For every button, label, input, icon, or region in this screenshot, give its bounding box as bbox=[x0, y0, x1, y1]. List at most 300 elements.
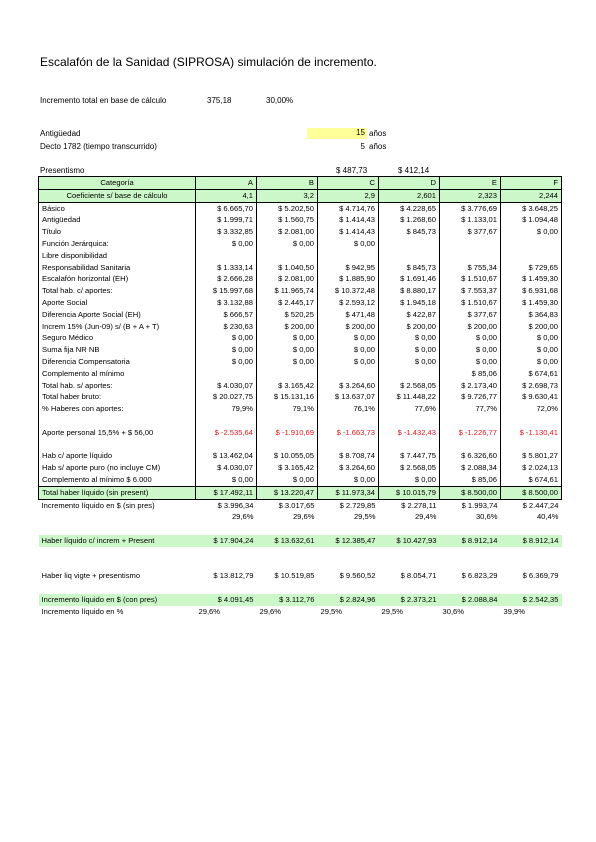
cell-value[interactable]: $ 0,00 bbox=[501, 332, 562, 344]
cell-value[interactable]: $ 674,61 bbox=[501, 474, 562, 486]
table-row bbox=[39, 309, 562, 321]
antiguedad-unit: años bbox=[369, 129, 387, 138]
spacer-row bbox=[39, 559, 562, 571]
row-label bbox=[39, 547, 196, 559]
aporte-row bbox=[39, 427, 562, 439]
cell-value[interactable]: $ 13.812,79 bbox=[213, 571, 254, 581]
row-label: Básico bbox=[39, 202, 196, 214]
cell-value[interactable]: 29,6% bbox=[259, 606, 282, 616]
row-label: Categoría bbox=[39, 177, 196, 190]
cell-value[interactable]: $ 0,00 bbox=[379, 474, 440, 486]
inc-sin-row bbox=[39, 499, 562, 511]
row-label: Antigüedad bbox=[39, 214, 196, 226]
cell-value[interactable] bbox=[257, 250, 318, 262]
cell-value[interactable]: $ 4.228,65 bbox=[379, 202, 440, 214]
cell-value[interactable]: $ 2.373,21 bbox=[379, 594, 440, 606]
cell-value[interactable]: $ 1.560,75 bbox=[257, 214, 318, 226]
increment-value: 375,18 bbox=[207, 96, 232, 105]
cell-value[interactable] bbox=[440, 415, 501, 427]
row-label: Incremento líquido en $ (sin pres) bbox=[41, 500, 155, 510]
cell-value[interactable]: $ 85,06 bbox=[440, 474, 501, 486]
cell-value[interactable] bbox=[257, 547, 318, 559]
cell-value[interactable] bbox=[196, 415, 257, 427]
cell-value[interactable]: $ 2.666,28 bbox=[196, 273, 257, 285]
cell-value[interactable]: $ 5.202,50 bbox=[257, 202, 318, 214]
cell-value[interactable] bbox=[379, 415, 440, 427]
total-liquido-row bbox=[39, 486, 562, 499]
cell-value[interactable]: $ 15.997,68 bbox=[196, 285, 257, 297]
cell-value[interactable]: $ 3.776,69 bbox=[440, 202, 501, 214]
table-row bbox=[39, 285, 562, 297]
cell-value[interactable]: $ 1.510,67 bbox=[440, 297, 501, 309]
cell-value[interactable]: $ 20.027,75 bbox=[196, 391, 257, 403]
decto-unit: años bbox=[369, 142, 387, 151]
row-label: Haber liq vigte + presentismo bbox=[41, 571, 141, 581]
row-label: Diferencia Aporte Social (EH) bbox=[39, 309, 196, 321]
cell-value[interactable] bbox=[501, 439, 562, 451]
table-row bbox=[39, 462, 562, 474]
row-label: Hab s/ aporte puro (no incluye CM) bbox=[39, 462, 196, 474]
cell-value[interactable]: $ 364,83 bbox=[501, 309, 562, 321]
cell-value[interactable] bbox=[318, 523, 379, 535]
cell-value[interactable]: $ 4.030,07 bbox=[196, 462, 257, 474]
cell-value[interactable]: 29,6% bbox=[231, 512, 254, 522]
cell-value[interactable]: 3,2 bbox=[257, 189, 318, 202]
cell-value[interactable]: $ 942,95 bbox=[318, 262, 379, 274]
cell-value[interactable] bbox=[379, 547, 440, 559]
cell-value[interactable] bbox=[257, 582, 318, 594]
spacer-row bbox=[39, 582, 562, 594]
cell-value[interactable] bbox=[196, 439, 257, 451]
cell-value[interactable]: 40,4% bbox=[536, 512, 559, 522]
cell-value[interactable]: $ 6.931,68 bbox=[501, 285, 562, 297]
row-label: Haber líquido c/ increm + Present bbox=[39, 535, 196, 547]
cell-value[interactable]: 72,0% bbox=[501, 403, 562, 415]
cell-value[interactable]: $ 1.945,18 bbox=[379, 297, 440, 309]
cell-value[interactable]: $ 3.264,60 bbox=[318, 462, 379, 474]
cell-value[interactable]: $ 200,00 bbox=[501, 321, 562, 333]
cell-value[interactable]: $ 1.133,01 bbox=[440, 214, 501, 226]
cell-value[interactable] bbox=[318, 439, 379, 451]
cell-value[interactable]: $ 0,00 bbox=[318, 474, 379, 486]
cell-value[interactable]: $ 8.708,74 bbox=[318, 450, 379, 462]
cell-value[interactable]: $ 2.824,96 bbox=[318, 594, 379, 606]
row-label bbox=[39, 523, 196, 535]
cell-value[interactable]: $ 2.568,05 bbox=[379, 380, 440, 392]
cell-value[interactable]: $ 230,63 bbox=[196, 321, 257, 333]
cell-value[interactable]: $ 10.055,05 bbox=[257, 450, 318, 462]
row-label: Título bbox=[39, 226, 196, 238]
cell-value[interactable] bbox=[379, 523, 440, 535]
cell-value[interactable]: $ 4.030,07 bbox=[196, 380, 257, 392]
cell-value[interactable]: $ 0,00 bbox=[257, 238, 318, 250]
cell-value[interactable]: $ 200,00 bbox=[318, 321, 379, 333]
cell-value[interactable]: $ 0,00 bbox=[501, 356, 562, 368]
cell-value[interactable]: $ 2.088,34 bbox=[440, 462, 501, 474]
row-label: Coeficiente s/ base de cálculo bbox=[39, 189, 196, 202]
cell-value[interactable]: $ 1.268,60 bbox=[379, 214, 440, 226]
cell-value[interactable]: $ 17.904,24 bbox=[196, 535, 257, 547]
row-label bbox=[39, 439, 196, 451]
cell-value[interactable]: B bbox=[257, 177, 318, 190]
cell-value[interactable]: $ 674,61 bbox=[501, 368, 562, 380]
row-label: Increm 15% (Jun-09) s/ (B + A + T) bbox=[39, 321, 196, 333]
cell-value[interactable]: $ 200,00 bbox=[257, 321, 318, 333]
row-label: % Haberes con aportes: bbox=[39, 403, 196, 415]
cell-value[interactable]: $ 1.414,43 bbox=[318, 214, 379, 226]
spacer-row bbox=[39, 439, 562, 451]
cell-value[interactable]: $ 0,00 bbox=[440, 344, 501, 356]
cell-value[interactable] bbox=[501, 582, 562, 594]
cell-value[interactable]: $ 845,73 bbox=[379, 262, 440, 274]
cell-value[interactable]: $ 2.445,17 bbox=[257, 297, 318, 309]
cell-value[interactable]: 29,5% bbox=[353, 512, 376, 522]
cell-value[interactable]: $ 85,06 bbox=[440, 368, 501, 380]
row-label: Incremento líquido en $ (con pres) bbox=[39, 594, 196, 606]
cell-value[interactable]: $ 1.414,43 bbox=[318, 226, 379, 238]
cell-value[interactable]: $ 0,00 bbox=[257, 344, 318, 356]
cell-value[interactable]: 77,7% bbox=[440, 403, 501, 415]
cell-value[interactable]: $ 8.500,00 bbox=[501, 486, 562, 499]
cell-value[interactable]: $ -1.663,73 bbox=[318, 427, 379, 439]
cell-value[interactable]: $ 3.165,42 bbox=[257, 462, 318, 474]
cell-value[interactable]: $ 3.132,88 bbox=[196, 297, 257, 309]
cell-value[interactable]: 30,6% bbox=[442, 606, 465, 616]
row-label: Total haber líquido (sin present) bbox=[39, 486, 196, 499]
row-label: Suma fija NR NB bbox=[39, 344, 196, 356]
cell-value[interactable]: $ 666,57 bbox=[196, 309, 257, 321]
cell-value[interactable]: $ 471,48 bbox=[318, 309, 379, 321]
cell-value[interactable]: $ 8.912,14 bbox=[501, 535, 562, 547]
cell-value[interactable]: $ 3.332,85 bbox=[196, 226, 257, 238]
cell-value[interactable]: 2,323 bbox=[440, 189, 501, 202]
cell-value[interactable]: 77,6% bbox=[379, 403, 440, 415]
table-row bbox=[39, 321, 562, 333]
spacer-row bbox=[39, 415, 562, 427]
cell-value[interactable]: $ 1.459,30 bbox=[501, 297, 562, 309]
cell-value[interactable] bbox=[440, 238, 501, 250]
cell-value[interactable]: $ 9.560,52 bbox=[339, 571, 376, 581]
row-label: Total hab. s/ aportes: bbox=[39, 380, 196, 392]
cell-value[interactable] bbox=[440, 559, 501, 571]
cell-value[interactable]: $ 2.698,73 bbox=[501, 380, 562, 392]
haber-present-row bbox=[39, 535, 562, 547]
cell-value[interactable]: $ 13.462,04 bbox=[196, 450, 257, 462]
cell-value[interactable]: $ 0,00 bbox=[196, 356, 257, 368]
row-label bbox=[39, 559, 196, 571]
cell-value[interactable]: $ 1.885,90 bbox=[318, 273, 379, 285]
cell-value[interactable] bbox=[501, 559, 562, 571]
cell-value[interactable] bbox=[379, 368, 440, 380]
row-label: Complemento al mínimo $ 6.000 bbox=[39, 474, 196, 486]
cell-value[interactable] bbox=[501, 415, 562, 427]
table-row bbox=[39, 202, 562, 214]
table-row bbox=[39, 356, 562, 368]
decto-label: Decto 1782 (tiempo transcurrido) bbox=[40, 142, 157, 151]
cell-value[interactable]: $ 6.823,29 bbox=[461, 571, 498, 581]
cell-value[interactable]: $ 2.593,12 bbox=[318, 297, 379, 309]
cell-value[interactable]: $ 6.665,70 bbox=[196, 202, 257, 214]
cell-value[interactable] bbox=[440, 547, 501, 559]
cell-value[interactable]: $ 12.385,47 bbox=[318, 535, 379, 547]
cell-value[interactable]: 30,6% bbox=[475, 512, 498, 522]
cell-value[interactable]: $ 2.278,11 bbox=[401, 500, 437, 510]
cell-value[interactable]: $ 200,00 bbox=[440, 321, 501, 333]
cell-value[interactable]: $ -1.432,43 bbox=[379, 427, 440, 439]
cell-value[interactable]: $ 17.492,11 bbox=[196, 486, 257, 499]
cell-value[interactable]: 29,5% bbox=[381, 606, 404, 616]
cell-value[interactable]: $ -1.910,69 bbox=[257, 427, 318, 439]
cell-value[interactable]: $ 1.094,48 bbox=[501, 214, 562, 226]
cell-value[interactable] bbox=[379, 559, 440, 571]
cell-value[interactable]: $ 8.880,17 bbox=[379, 285, 440, 297]
cell-value[interactable] bbox=[440, 582, 501, 594]
inc-con-row bbox=[39, 594, 562, 606]
cell-value[interactable] bbox=[257, 523, 318, 535]
row-label: Escalafón horizontal (EH) bbox=[39, 273, 196, 285]
cell-value[interactable]: $ 520,25 bbox=[257, 309, 318, 321]
cell-value[interactable]: $ 0,00 bbox=[379, 332, 440, 344]
cell-value[interactable]: $ 0,00 bbox=[318, 332, 379, 344]
cell-value[interactable]: $ 200,00 bbox=[379, 321, 440, 333]
cell-value[interactable] bbox=[501, 250, 562, 262]
cell-value[interactable]: $ 0,00 bbox=[257, 356, 318, 368]
cell-value[interactable]: E bbox=[440, 177, 501, 190]
cell-value[interactable]: $ 13.637,07 bbox=[318, 391, 379, 403]
cell-value[interactable]: $ -1.226,77 bbox=[440, 427, 501, 439]
cell-value[interactable]: $ 10.427,93 bbox=[379, 535, 440, 547]
row-label: Seguro Médico bbox=[39, 332, 196, 344]
cell-value[interactable]: $ 3.996,34 bbox=[217, 500, 254, 510]
cell-value[interactable] bbox=[440, 250, 501, 262]
cell-value[interactable]: $ 10.015,79 bbox=[379, 486, 440, 499]
cell-value[interactable]: $ 3.165,42 bbox=[257, 380, 318, 392]
cell-value[interactable] bbox=[318, 547, 379, 559]
cell-value[interactable]: $ 0,00 bbox=[196, 332, 257, 344]
cell-value[interactable]: $ 2.542,35 bbox=[501, 594, 562, 606]
cell-value[interactable]: $ 10.372,48 bbox=[318, 285, 379, 297]
table-row bbox=[39, 344, 562, 356]
cell-value[interactable]: $ 845,73 bbox=[379, 226, 440, 238]
cell-value[interactable]: $ 422,87 bbox=[379, 309, 440, 321]
cell-value[interactable]: $ 2.081,00 bbox=[257, 226, 318, 238]
row-label: Total haber bruto: bbox=[39, 391, 196, 403]
inc-sin-pct-row bbox=[39, 511, 562, 523]
cell-value[interactable]: $ 0,00 bbox=[196, 474, 257, 486]
cell-value[interactable]: 2,601 bbox=[379, 189, 440, 202]
cell-value[interactable]: 29,4% bbox=[414, 512, 437, 522]
cell-value[interactable]: $ 377,67 bbox=[440, 226, 501, 238]
cell-value[interactable]: $ 0,00 bbox=[379, 356, 440, 368]
cell-value[interactable]: $ 11.965,74 bbox=[257, 285, 318, 297]
cell-value[interactable] bbox=[257, 439, 318, 451]
cell-value[interactable] bbox=[318, 559, 379, 571]
cell-value[interactable]: $ 0,00 bbox=[318, 238, 379, 250]
cell-value[interactable]: $ 0,00 bbox=[501, 344, 562, 356]
cell-value[interactable] bbox=[196, 582, 257, 594]
cell-value[interactable]: $ -2.535,64 bbox=[196, 427, 257, 439]
cell-value[interactable]: $ 0,00 bbox=[257, 332, 318, 344]
table-row bbox=[39, 391, 562, 403]
antiguedad-input[interactable]: 15 bbox=[307, 128, 367, 139]
presentismo-label: Presentismo bbox=[40, 166, 85, 175]
cell-value[interactable]: $ 3.648,25 bbox=[501, 202, 562, 214]
cell-value[interactable] bbox=[318, 415, 379, 427]
cell-value[interactable] bbox=[440, 523, 501, 535]
cell-value[interactable] bbox=[196, 250, 257, 262]
cell-value[interactable]: $ 0,00 bbox=[196, 238, 257, 250]
cell-value[interactable]: $ 2.088,84 bbox=[440, 594, 501, 606]
cell-value[interactable]: $ 1.040,50 bbox=[257, 262, 318, 274]
cell-value[interactable]: $ 9.726,77 bbox=[440, 391, 501, 403]
cell-value[interactable]: $ -1.130,41 bbox=[501, 427, 562, 439]
salary-table bbox=[38, 176, 562, 617]
cell-value[interactable]: 29,5% bbox=[320, 606, 343, 616]
cell-value[interactable]: $ 1.993,74 bbox=[461, 500, 498, 510]
cell-value[interactable] bbox=[196, 523, 257, 535]
presentismo-c: $ 487,73 bbox=[336, 166, 368, 175]
cell-value[interactable]: 2,9 bbox=[318, 189, 379, 202]
table-row bbox=[39, 450, 562, 462]
cell-value[interactable]: $ 0,00 bbox=[440, 332, 501, 344]
cell-value[interactable]: $ 8.054,71 bbox=[400, 571, 437, 581]
cell-value[interactable] bbox=[318, 368, 379, 380]
haber-vigte-row bbox=[39, 570, 562, 582]
cell-value[interactable]: $ 2.447,24 bbox=[522, 500, 559, 510]
cell-value[interactable]: $ 2.729,85 bbox=[339, 500, 376, 510]
table-row bbox=[39, 214, 562, 226]
row-label: Hab c/ aporte líquido bbox=[39, 450, 196, 462]
table-row bbox=[39, 368, 562, 380]
cell-value[interactable]: 29,6% bbox=[292, 512, 315, 522]
cell-value[interactable]: $ 0,00 bbox=[257, 474, 318, 486]
row-label: Libre disponibilidad bbox=[39, 250, 196, 262]
cell-value[interactable]: 39,9% bbox=[503, 606, 526, 616]
header-category-row bbox=[39, 177, 562, 190]
cell-value[interactable]: $ 0,00 bbox=[318, 356, 379, 368]
cell-value[interactable] bbox=[257, 559, 318, 571]
cell-value[interactable]: $ 0,00 bbox=[196, 344, 257, 356]
cell-value[interactable]: $ 2.024,13 bbox=[501, 462, 562, 474]
table-row bbox=[39, 273, 562, 285]
cell-value[interactable]: $ 0,00 bbox=[440, 356, 501, 368]
cell-value[interactable] bbox=[379, 439, 440, 451]
antiguedad-label: Antigüedad bbox=[40, 129, 81, 138]
cell-value[interactable]: 29,6% bbox=[198, 606, 221, 616]
row-label: Función Jerárquica: bbox=[39, 238, 196, 250]
table-row bbox=[39, 380, 562, 392]
cell-value[interactable] bbox=[196, 559, 257, 571]
cell-value[interactable]: A bbox=[196, 177, 257, 190]
cell-value[interactable] bbox=[379, 582, 440, 594]
table-row bbox=[39, 262, 562, 274]
table-row bbox=[39, 332, 562, 344]
cell-value[interactable]: $ 9.630,41 bbox=[501, 391, 562, 403]
cell-value[interactable]: $ 5.801,27 bbox=[501, 450, 562, 462]
cell-value[interactable]: $ 1.459,30 bbox=[501, 273, 562, 285]
cell-value[interactable] bbox=[318, 250, 379, 262]
cell-value[interactable]: $ 13.220,47 bbox=[257, 486, 318, 499]
cell-value[interactable]: $ 3.112,76 bbox=[257, 594, 318, 606]
cell-value[interactable]: $ 0,00 bbox=[318, 344, 379, 356]
cell-value[interactable] bbox=[379, 250, 440, 262]
spacer-row bbox=[39, 547, 562, 559]
cell-value[interactable]: $ 729,65 bbox=[501, 262, 562, 274]
cell-value[interactable]: $ 0,00 bbox=[379, 344, 440, 356]
cell-value[interactable]: $ 8.912,14 bbox=[440, 535, 501, 547]
cell-value[interactable]: $ 2.568,05 bbox=[379, 462, 440, 474]
header-coef-row bbox=[39, 189, 562, 202]
cell-value[interactable]: 79,1% bbox=[257, 403, 318, 415]
table-row bbox=[39, 250, 562, 262]
cell-value[interactable]: $ 0,00 bbox=[501, 226, 562, 238]
cell-value[interactable]: 79,9% bbox=[196, 403, 257, 415]
cell-value[interactable]: $ 4.091,45 bbox=[196, 594, 257, 606]
cell-value[interactable]: $ 8.500,00 bbox=[440, 486, 501, 499]
cell-value[interactable] bbox=[196, 368, 257, 380]
cell-value[interactable]: $ 1.333,14 bbox=[196, 262, 257, 274]
increment-label: Incremento total en base de cálculo bbox=[40, 96, 167, 105]
cell-value[interactable] bbox=[257, 368, 318, 380]
cell-value[interactable] bbox=[501, 547, 562, 559]
cell-value[interactable]: 76,1% bbox=[318, 403, 379, 415]
cell-value[interactable]: F bbox=[501, 177, 562, 190]
cell-value[interactable] bbox=[196, 547, 257, 559]
cell-value[interactable]: $ 3.264,60 bbox=[318, 380, 379, 392]
increment-pct: 30,00% bbox=[266, 96, 294, 105]
cell-value[interactable]: $ 1.999,71 bbox=[196, 214, 257, 226]
cell-value[interactable] bbox=[318, 582, 379, 594]
cell-value[interactable]: $ 7.553,37 bbox=[440, 285, 501, 297]
table-row bbox=[39, 238, 562, 250]
cell-value[interactable]: $ 1.510,67 bbox=[440, 273, 501, 285]
cell-value[interactable]: $ 11.448,22 bbox=[379, 391, 440, 403]
cell-value[interactable]: $ 755,34 bbox=[440, 262, 501, 274]
cell-value[interactable]: $ 13.632,61 bbox=[257, 535, 318, 547]
cell-value[interactable]: $ 4.714,76 bbox=[318, 202, 379, 214]
cell-value[interactable]: $ 2.173,40 bbox=[440, 380, 501, 392]
cell-value[interactable]: $ 6.369,79 bbox=[522, 571, 559, 581]
cell-value[interactable]: $ 1.691,46 bbox=[379, 273, 440, 285]
cell-value[interactable]: $ 6.326,60 bbox=[440, 450, 501, 462]
cell-value[interactable]: $ 377,67 bbox=[440, 309, 501, 321]
row-label: Complemento al mínimo bbox=[39, 368, 196, 380]
row-label: Total hab. c/ aportes: bbox=[39, 285, 196, 297]
decto-value: 5 bbox=[360, 142, 365, 151]
cell-value[interactable]: 4,1 bbox=[196, 189, 257, 202]
cell-value[interactable] bbox=[501, 523, 562, 535]
cell-value[interactable] bbox=[257, 415, 318, 427]
table-row bbox=[39, 403, 562, 415]
cell-value[interactable]: $ 11.973,34 bbox=[318, 486, 379, 499]
cell-value[interactable]: $ 2.081,00 bbox=[257, 273, 318, 285]
row-label: Incremento líquido en % bbox=[41, 606, 124, 616]
cell-value[interactable] bbox=[440, 439, 501, 451]
cell-value[interactable]: 2,244 bbox=[501, 189, 562, 202]
cell-value[interactable] bbox=[501, 238, 562, 250]
cell-value[interactable]: D bbox=[379, 177, 440, 190]
cell-value[interactable]: $ 10.519,85 bbox=[274, 571, 315, 581]
cell-value[interactable]: C bbox=[318, 177, 379, 190]
row-label: Responsabilidad Sanitaria bbox=[39, 262, 196, 274]
table-row bbox=[39, 297, 562, 309]
cell-value[interactable] bbox=[379, 238, 440, 250]
cell-value[interactable]: $ 3.017,65 bbox=[278, 500, 315, 510]
cell-value[interactable]: $ 7.447,75 bbox=[379, 450, 440, 462]
row-label bbox=[39, 415, 196, 427]
row-label: Diferencia Compensatoria bbox=[39, 356, 196, 368]
cell-value[interactable]: $ 15.131,16 bbox=[257, 391, 318, 403]
